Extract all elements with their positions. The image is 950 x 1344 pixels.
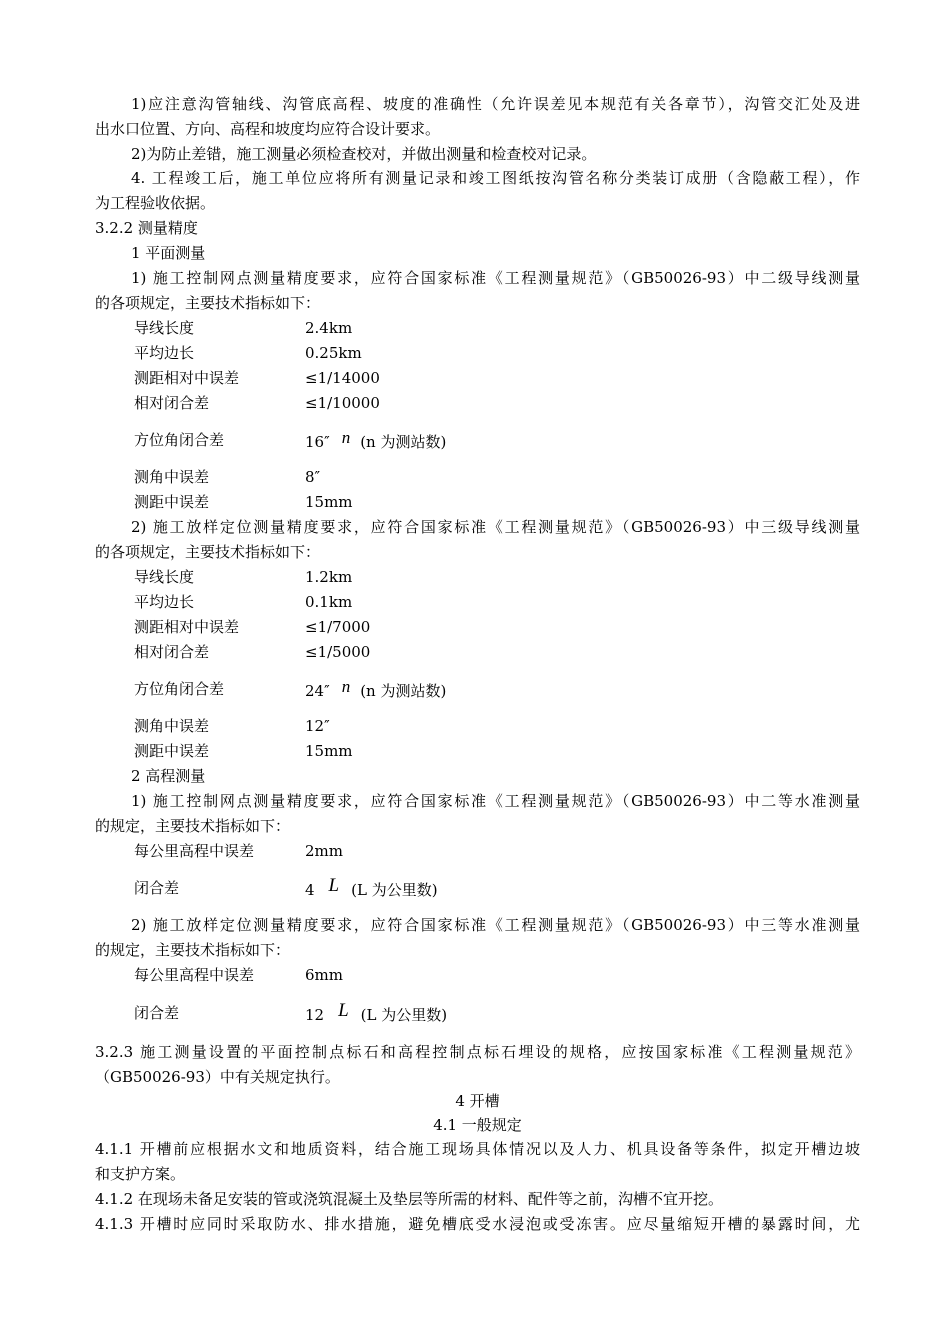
paragraph-line: 的规定，主要技术指标如下： <box>95 817 291 835</box>
paragraph-line: 2)为防止差错，施工测量必须检查校对，并做出测量和检查校对记录。 <box>131 145 597 163</box>
spec-value: 2mm <box>305 842 343 860</box>
formula-variable: n <box>341 428 351 447</box>
spec-value: 0.25km <box>305 344 362 362</box>
spec-label: 测距中误差 <box>134 742 210 760</box>
paragraph-line: 3.2.3 施工测量设置的平面控制点标石和高程控制点标石埋设的规格，应按国家标准《工程测量规范》 <box>95 1043 860 1061</box>
paragraph-line: 的规定，主要技术指标如下： <box>95 941 291 959</box>
paragraph-line: 的各项规定，主要技术指标如下： <box>95 294 321 312</box>
spec-label: 闭合差 <box>134 879 180 897</box>
spec-label: 方位角闭合差 <box>134 431 225 449</box>
spec-value: 12″ <box>305 717 330 735</box>
spec-label: 每公里高程中误差 <box>134 966 255 984</box>
paragraph-line: 4.1.3 开槽时应同时采取防水、排水措施，避免槽底受水浸泡或受冻害。应尽量缩短开槽的暴露时间，尤 <box>95 1215 860 1233</box>
formula-note: (n 为测站数) <box>360 682 447 700</box>
spec-label: 测距相对中误差 <box>134 369 240 387</box>
formula-variable: L <box>328 875 340 896</box>
spec-label: 导线长度 <box>134 319 195 337</box>
formula-variable: L <box>338 1000 349 1021</box>
spec-value: ≤1/7000 <box>305 618 371 636</box>
spec-label: 测角中误差 <box>134 717 210 735</box>
spec-label: 平均边长 <box>134 344 195 362</box>
paragraph-line: 1) 施工控制网点测量精度要求，应符合国家标准《工程测量规范》（GB50026-93）中二等水准测量 <box>131 792 860 810</box>
section-heading: 4.1 一般规定 <box>433 1116 522 1134</box>
spec-label: 测角中误差 <box>134 468 210 486</box>
spec-value: 1.2km <box>305 568 353 586</box>
subsection-heading: 1 平面测量 <box>131 244 206 262</box>
formula-variable: n <box>341 677 351 696</box>
spec-label: 相对闭合差 <box>134 394 210 412</box>
spec-label: 平均边长 <box>134 593 195 611</box>
paragraph-line: （GB50026-93）中有关规定执行。 <box>95 1068 340 1086</box>
formula-coefficient: 4 <box>305 881 315 899</box>
subsection-heading: 2 高程测量 <box>131 767 206 785</box>
spec-value-formula <box>305 875 438 900</box>
spec-value: 2.4km <box>305 319 353 337</box>
spec-value: 0.1km <box>305 593 353 611</box>
spec-label: 相对闭合差 <box>134 643 210 661</box>
chapter-heading: 4 开槽 <box>455 1092 500 1110</box>
section-heading: 3.2.2 测量精度 <box>95 219 198 237</box>
paragraph-line: 2) 施工放样定位测量精度要求，应符合国家标准《工程测量规范》（GB50026-93）中三级导线测量 <box>131 518 860 536</box>
paragraph-line: 和支护方案。 <box>95 1165 186 1183</box>
paragraph-line: 4. 工程竣工后，施工单位应将所有测量记录和竣工图纸按沟管名称分类装订成册（含隐蔽工程），作 <box>131 169 860 187</box>
spec-value: 6mm <box>305 966 343 984</box>
spec-value: 8″ <box>305 468 321 486</box>
spec-value-formula <box>305 677 447 701</box>
spec-value-formula <box>305 1000 448 1025</box>
formula-coefficient: 16″ <box>305 433 330 451</box>
spec-value-formula <box>305 428 447 452</box>
paragraph-line: 为工程验收依据。 <box>95 194 216 212</box>
formula-coefficient: 12 <box>305 1006 325 1024</box>
paragraph-line: 4.1.1 开槽前应根据水文和地质资料，结合施工现场具体情况以及人力、机具设备等条件，拟定开槽边坡 <box>95 1140 860 1158</box>
paragraph-line: 1) 施工控制网点测量精度要求，应符合国家标准《工程测量规范》（GB50026-93）中二级导线测量 <box>131 269 860 287</box>
spec-label: 测距相对中误差 <box>134 618 240 636</box>
formula-note: (L 为公里数) <box>360 1006 448 1024</box>
spec-label: 闭合差 <box>134 1004 180 1022</box>
spec-value: 15mm <box>305 742 353 760</box>
formula-note: (n 为测站数) <box>360 433 447 451</box>
formula-note: (L 为公里数) <box>351 881 438 899</box>
paragraph-line: 2) 施工放样定位测量精度要求，应符合国家标准《工程测量规范》（GB50026-93）中三等水准测量 <box>131 916 860 934</box>
paragraph-line: 1)应注意沟管轴线、沟管底高程、坡度的准确性（允许误差见本规范有关各章节），沟管交汇处及进 <box>131 95 860 113</box>
formula-coefficient: 24″ <box>305 682 330 700</box>
paragraph-line: 的各项规定，主要技术指标如下： <box>95 543 321 561</box>
paragraph-line: 4.1.2 在现场未备足安装的管或浇筑混凝土及垫层等所需的材料、配件等之前，沟槽不宜开挖。 <box>95 1190 723 1208</box>
spec-value: 15mm <box>305 493 353 511</box>
spec-label: 每公里高程中误差 <box>134 842 255 860</box>
spec-label: 测距中误差 <box>134 493 210 511</box>
spec-label: 导线长度 <box>134 568 195 586</box>
spec-label: 方位角闭合差 <box>134 680 225 698</box>
spec-value: ≤1/10000 <box>305 394 380 412</box>
spec-value: ≤1/14000 <box>305 369 380 387</box>
spec-value: ≤1/5000 <box>305 643 371 661</box>
paragraph-line: 出水口位置、方向、高程和坡度均应符合设计要求。 <box>95 120 441 138</box>
